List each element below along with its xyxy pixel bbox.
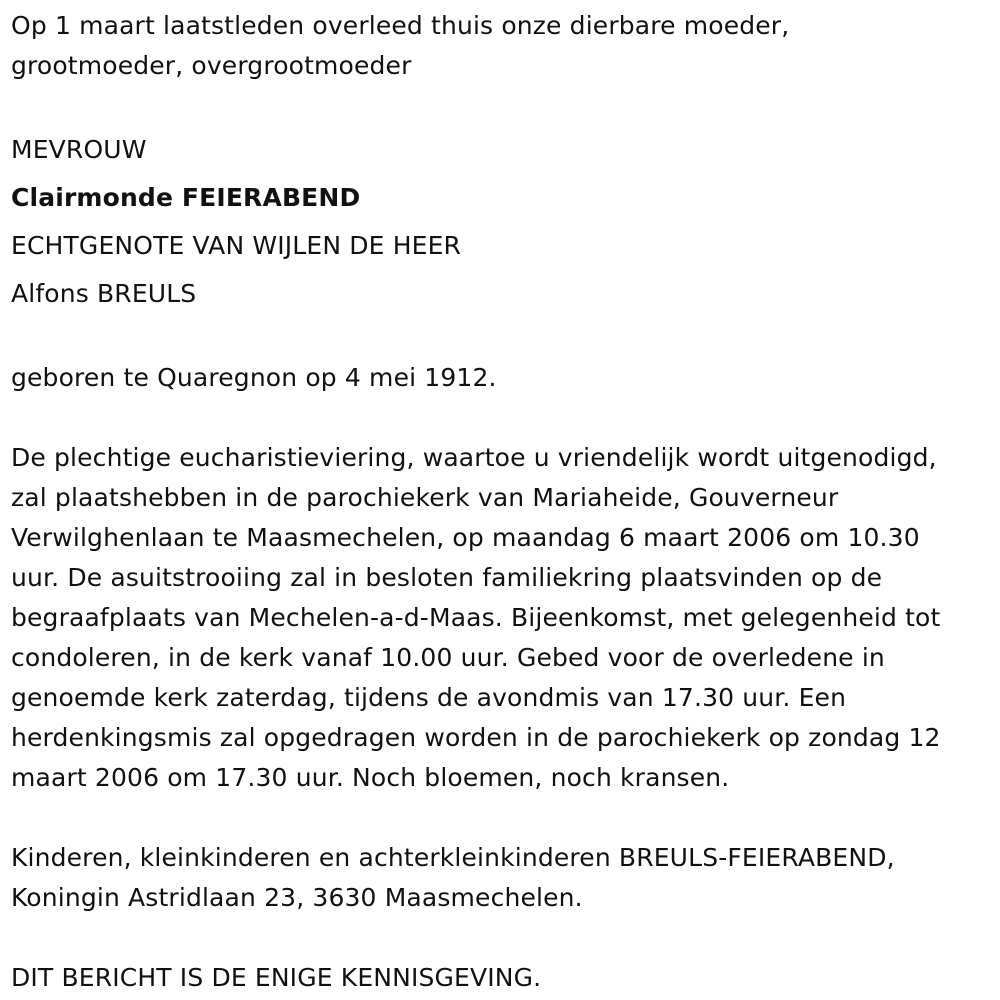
ceremony-line: uur. De asuitstrooiing zal in besloten familiekring plaatsvinden op de [11,563,883,592]
deceased-name: Clairmonde FEIERABEND [11,183,361,212]
spacer [11,918,996,958]
deceased-title: MEVROUW [11,135,147,164]
ceremony-line: begraafplaats van Mechelen-a-d-Maas. Bijeenkomst, met gelegenheid tot [11,603,941,632]
ceremony-line: zal plaatshebben in de parochiekerk van Mariaheide, Gouverneur [11,483,839,512]
ceremony-line: genoemde kerk zaterdag, tijdens de avondmis van 17.30 uur. Een [11,683,847,712]
spacer [11,86,996,126]
intro-line: grootmoeder, overgrootmoeder [11,51,412,80]
intro-paragraph [11,6,996,86]
family-paragraph [11,838,996,918]
spacer [11,798,996,838]
family-line: Kinderen, kleinkinderen en achterkleinkinderen BREULS-FEIERABEND, [11,843,895,872]
spouse-name: Alfons BREULS [11,279,197,308]
intro-line: Op 1 maart laatstleden overleed thuis onze dierbare moeder, [11,11,790,40]
ceremony-line: herdenkingsmis zal opgedragen worden in de parochiekerk op zondag 12 [11,723,941,752]
ceremony-line: condoleren, in de kerk vanaf 10.00 uur. Gebed voor de overledene in [11,643,885,672]
spacer [11,318,996,358]
ceremony-line: Verwilghenlaan te Maasmechelen, op maandag 6 maart 2006 om 10.30 [11,523,920,552]
ceremony-line: De plechtige eucharistieviering, waartoe u vriendelijk wordt uitgenodigd, [11,443,937,472]
closing-statement: DIT BERICHT IS DE ENIGE KENNISGEVING. [11,963,542,992]
death-notice [11,6,996,998]
ceremony-line: maart 2006 om 17.30 uur. Noch bloemen, noch kransen. [11,763,730,792]
deceased-relation: ECHTGENOTE VAN WIJLEN DE HEER [11,231,462,260]
ceremony-paragraph [11,438,996,798]
deceased-block [11,126,996,318]
birth-line: geboren te Quaregnon op 4 mei 1912. [11,363,497,392]
family-address: Koningin Astridlaan 23, 3630 Maasmechelen. [11,883,583,912]
spacer [11,398,996,438]
